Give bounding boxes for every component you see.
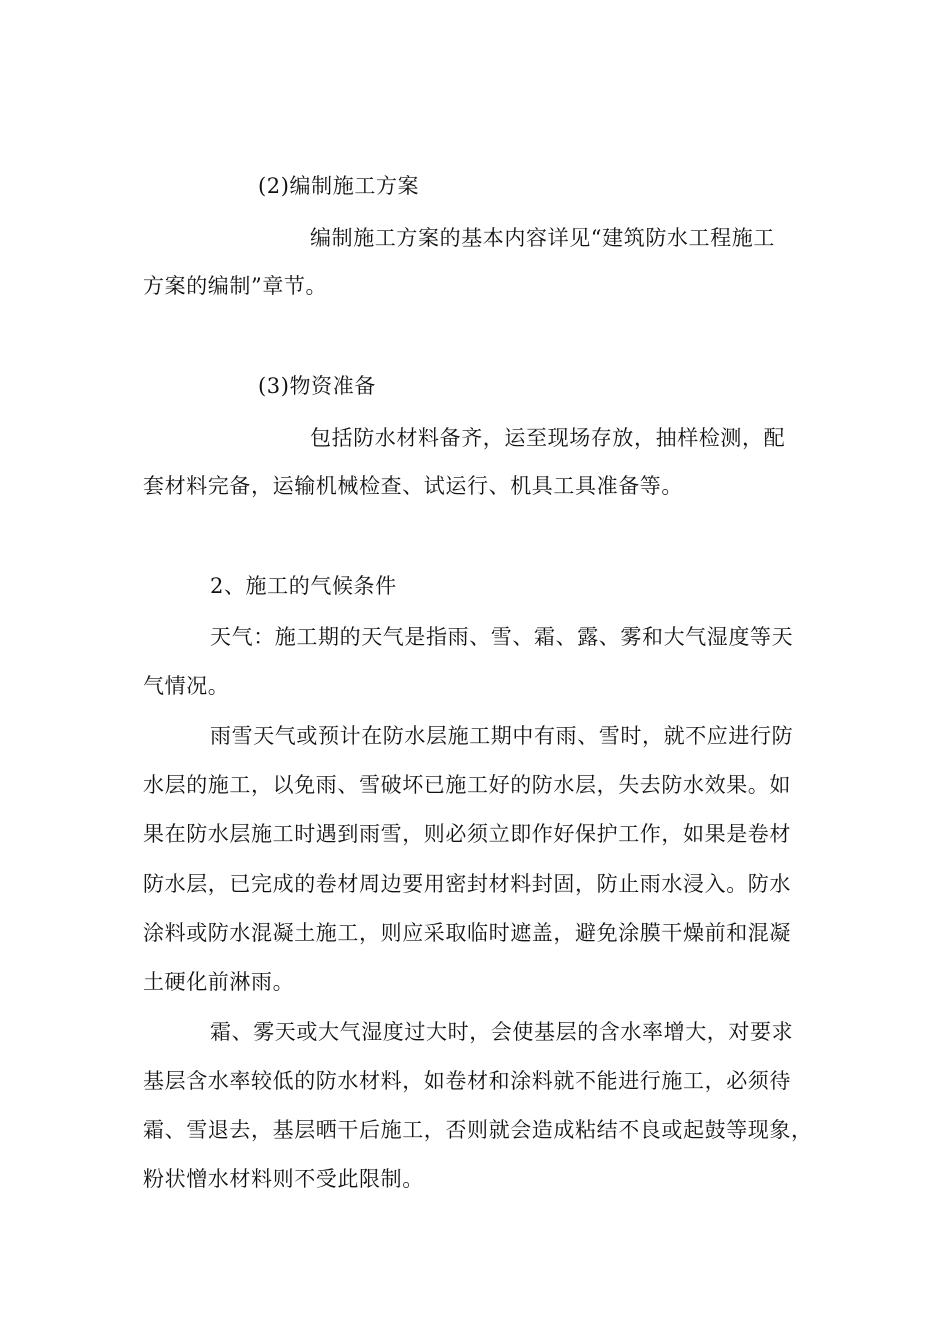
paragraph-line: 天气：施工期的天气是指雨、雪、霜、露、雾和大气湿度等天 (210, 625, 794, 649)
paragraph-line: 编制施工方案的基本内容详见“建筑防水工程施工 (310, 226, 775, 250)
paragraph-line: 基层含水率较低的防水材料，如卷材和涂料就不能进行施工，必须待 (143, 1069, 791, 1093)
paragraph-line: 水层的施工，以免雨、雪破坏已施工好的防水层，失去防水效果。如 (143, 773, 791, 797)
paragraph-line: 土硬化前淋雨。 (143, 970, 295, 994)
paragraph-line: 涂料或防水混凝土施工，则应采取临时遮盖，避免涂膜干燥前和混凝 (143, 921, 791, 945)
paragraph-line: 果在防水层施工时遇到雨雪，则必须立即作好保护工作，如果是卷材 (143, 822, 791, 846)
paragraph-line: 气情况。 (143, 674, 230, 698)
paragraph-line: 雨雪天气或预计在防水层施工期中有雨、雪时，就不应进行防 (210, 724, 794, 748)
paragraph-line: 包括防水材料备齐，运至现场存放，抽样检测，配 (310, 426, 786, 450)
paragraph-line: 霜、雾天或大气湿度过大时，会使基层的含水率增大，对要求 (210, 1020, 794, 1044)
paragraph-line: 套材料完备，运输机械检查、试运行、机具工具准备等。 (143, 474, 683, 498)
paragraph-line: 粉状憎水材料则不受此限制。 (143, 1167, 424, 1191)
paragraph-line: 霜、雪退去，基层晒干后施工，否则就会造成粘结不良或起鼓等现象， (143, 1118, 813, 1142)
section-heading-2: (2)编制施工方案 (258, 174, 420, 198)
paragraph-line: 方案的编制”章节。 (143, 274, 328, 298)
section-heading-3: (3)物资准备 (258, 374, 376, 398)
climate-heading: 2、施工的气候条件 (210, 574, 397, 598)
paragraph-line: 防水层，已完成的卷材周边要用密封材料封固，防止雨水浸入。防水 (143, 872, 791, 896)
